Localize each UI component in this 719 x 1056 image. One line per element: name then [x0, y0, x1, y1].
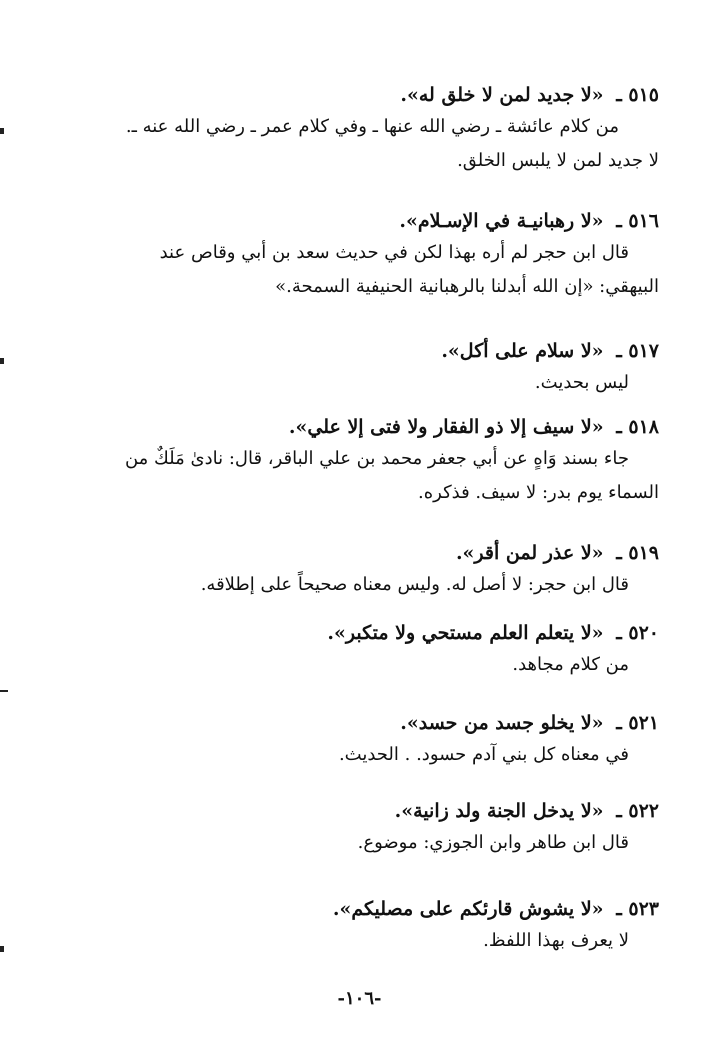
scan-edge-mark — [0, 128, 4, 134]
entry-number: ٥١٦ ـ — [616, 210, 659, 232]
entry-number: ٥٢٣ ـ — [616, 898, 659, 920]
entry-text-line: قال ابن حجر لم أره بهذا لكن في حديث سعد بن أبي وقاص عند — [159, 242, 629, 263]
entry-heading — [59, 796, 659, 826]
entry-heading — [59, 336, 659, 366]
entry-text-line: لا يعرف بهذا اللفظ. — [483, 930, 629, 951]
entry-title: «لا رهبانيـة في الإسـلام». — [399, 210, 604, 232]
entry-text-line: في معناه كل بني آدم حسود. . الحديث. — [338, 744, 629, 765]
entry-number: ٥٢٠ ـ — [616, 622, 659, 644]
entry-text-line: ليس بحديث. — [534, 372, 629, 393]
entry-heading — [59, 412, 659, 442]
scan-edge-mark — [0, 946, 4, 952]
entry-number: ٥١٨ ـ — [616, 416, 659, 438]
entry-text-line: قال ابن طاهر وابن الجوزي: موضوع. — [357, 832, 629, 853]
entry-title: «لا جديد لمن لا خلق له». — [400, 84, 604, 106]
entry-text-line: جاء بسند وَاهٍ عن أبي جعفر محمد بن علي الباقر، قال: نادىٰ مَلَكٌ من — [124, 448, 629, 469]
entry-text-line: من كلام مجاهد. — [512, 654, 629, 675]
entry-text-line: من كلام عائشة ـ رضي الله عنها ـ وفي كلام عمر ـ رضي الله عنه ـ. — [125, 116, 619, 137]
entry-title: «لا سيف إلا ذو الفقار ولا فتى إلا علي». — [288, 416, 604, 438]
entry-title: «لا يدخل الجنة ولد زانية». — [394, 800, 604, 822]
entry-number: ٥٢٢ ـ — [616, 800, 659, 822]
entry-title: «لا عذر لمن أقر». — [455, 542, 604, 564]
entry-520 — [59, 618, 659, 682]
entry-number: ٥١٥ ـ — [616, 84, 659, 106]
entry-text-line: السماء يوم بدر: لا سيف. فذكره. — [417, 482, 659, 503]
entry-heading — [59, 894, 659, 924]
entry-521 — [59, 708, 659, 772]
entry-title: «لا سلام على أكل». — [441, 340, 604, 362]
entry-number: ٥١٧ ـ — [616, 340, 659, 362]
entry-heading — [59, 618, 659, 648]
entry-number: ٥١٩ ـ — [616, 542, 659, 564]
entry-519 — [59, 538, 659, 602]
entry-title: «لا يخلو جسد من حسد». — [400, 712, 604, 734]
entry-number: ٥٢١ ـ — [616, 712, 659, 734]
scan-edge-mark — [0, 358, 4, 364]
entry-heading — [59, 538, 659, 568]
entry-heading — [59, 80, 659, 110]
entry-522 — [59, 796, 659, 860]
entry-title: «لا يتعلم العلم مستحي ولا متكبر». — [327, 622, 604, 644]
entry-517 — [59, 336, 659, 400]
entry-heading — [59, 206, 659, 236]
entry-text-line: قال ابن حجر: لا أصل له. وليس معناه صحيحاً على إطلاقه. — [200, 574, 629, 595]
entry-text-line: لا جديد لمن لا يلبس الخلق. — [457, 150, 659, 171]
entry-title: «لا يشوش قارئكم على مصليكم». — [332, 898, 604, 920]
entry-516 — [59, 206, 659, 304]
entry-heading — [59, 708, 659, 738]
scan-edge-mark — [0, 690, 8, 692]
page-number: -١٠٦- — [337, 988, 382, 1009]
entry-515 — [59, 80, 659, 178]
entry-518 — [59, 412, 659, 510]
entry-text-line: البيهقي: «إن الله أبدلنا بالرهبانية الحنيفية السمحة.» — [275, 276, 659, 297]
entry-523 — [59, 894, 659, 958]
